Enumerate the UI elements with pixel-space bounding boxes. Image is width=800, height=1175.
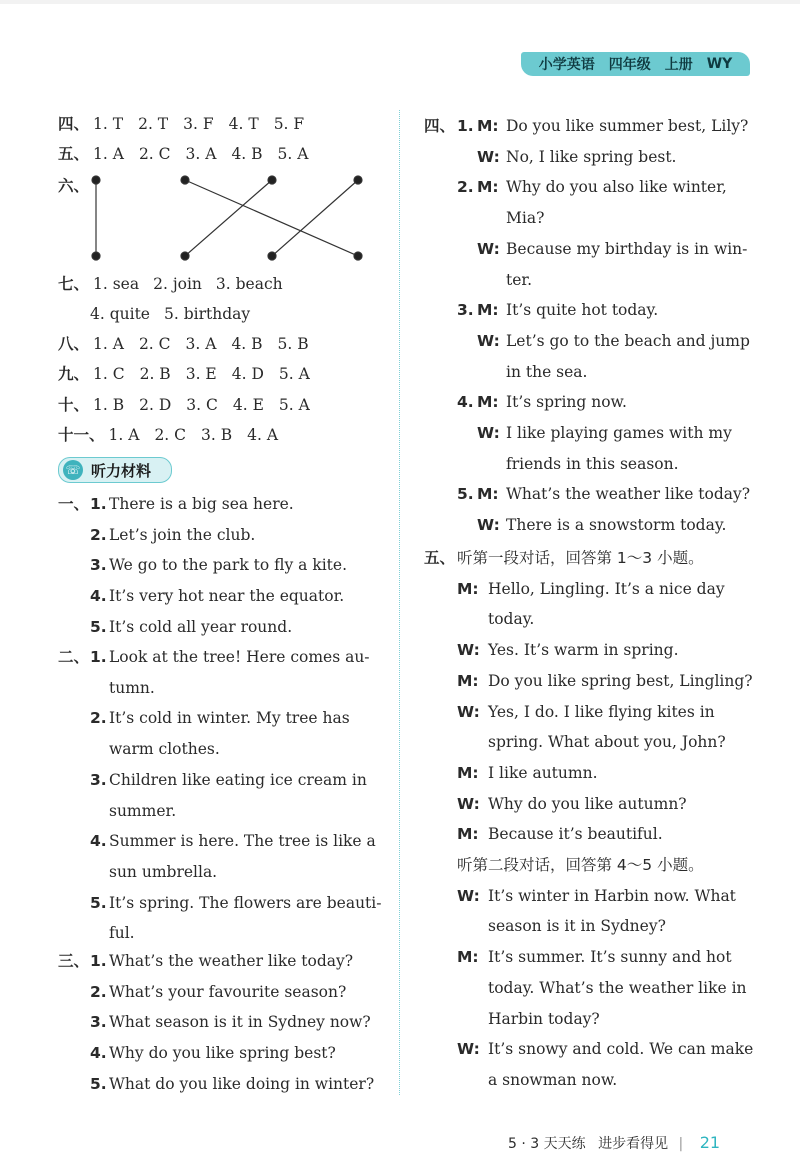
answer-item: 3. A (185, 335, 217, 353)
section-label: 二、 (58, 648, 90, 666)
speaker: M: (457, 825, 479, 844)
dialog-text: Because it’s beautiful. (488, 825, 663, 844)
speaker: W: (477, 147, 500, 166)
page-number: 21 (699, 1133, 721, 1152)
answer-item: 2. C (154, 426, 187, 444)
match-dot (268, 176, 276, 184)
item-number: 3. (90, 556, 107, 575)
speaker: M: (477, 485, 499, 504)
match-line-3 (185, 180, 272, 256)
answer-row (58, 334, 324, 354)
instruction: 听第一段对话，回答第 1～3 小题。 (457, 549, 704, 567)
dialog-text: It’s winter in Harbin now. What (488, 886, 736, 905)
item-text: There is a big sea here. (109, 495, 294, 513)
answer-item: 5. A (277, 145, 309, 163)
dialog-text: a snowman now. (488, 1070, 618, 1089)
item-text: What season is it in Sydney now? (109, 1013, 371, 1032)
speaker: W: (457, 1040, 480, 1059)
item-number: 4. (90, 1044, 107, 1063)
item-text-cont: summer. (109, 801, 177, 820)
speaker: M: (477, 178, 499, 197)
answer-item: 4. B (231, 145, 263, 163)
answer-item: 2. D (139, 396, 172, 414)
speaker: M: (477, 393, 499, 412)
speaker: W: (477, 331, 500, 350)
answer-row (58, 425, 293, 445)
item-number: 5. (90, 893, 107, 912)
item-number: 2. (90, 525, 107, 544)
answer-item: 2. join (153, 275, 202, 293)
dialog-text: Hello, Lingling. It’s a nice day (488, 579, 725, 598)
item-text-cont: tumn. (109, 678, 155, 697)
dialog-text: Why do you like autumn? (488, 794, 687, 813)
speaker: W: (457, 702, 480, 721)
answer-item: 1. T (93, 115, 124, 133)
answer-item: 5. A (278, 365, 310, 383)
dialog-text: season is it in Sydney? (488, 917, 666, 936)
section-label: 五、 (58, 145, 90, 163)
section-label: 八、 (58, 335, 90, 353)
dialog-text: There is a snowstorm today. (506, 516, 727, 535)
answer-item: 2. C (138, 145, 171, 163)
answer-item: 4. A (247, 426, 279, 444)
answer-item: 4. B (231, 335, 263, 353)
item-text: It’s very hot near the equator. (109, 587, 345, 606)
dialog-text: Do you like summer best, Lily? (506, 117, 749, 135)
speaker: M: (457, 763, 479, 782)
subject-label: 小学英语 (538, 57, 595, 73)
item-number: 3. (457, 301, 474, 320)
answer-item: 3. C (186, 396, 218, 414)
dialog-text: What’s the weather like today? (506, 485, 751, 504)
answer-item: 3. A (185, 145, 217, 163)
item-text: It’s cold in winter. My tree has (109, 709, 350, 728)
dialog-text: ter. (506, 270, 533, 289)
item-text: What do you like doing in winter? (109, 1074, 375, 1093)
dialog-text: in the sea. (506, 362, 588, 381)
item-number: 5. (90, 617, 107, 636)
dialog-text: I like autumn. (488, 763, 598, 782)
match-dot (181, 252, 189, 260)
speaker: W: (477, 424, 500, 442)
footer-slogan: 进步看得见 (598, 1136, 669, 1152)
item-number: 1. (90, 495, 107, 513)
volume-label: 上册 (664, 57, 693, 73)
dialog-text: I like playing games with my (506, 424, 732, 442)
match-dot (268, 252, 276, 260)
answer-item: 1. A (93, 335, 124, 353)
item-text: Why do you like spring best? (109, 1044, 336, 1063)
item-number: 2. (90, 982, 107, 1001)
answer-item: 3. E (185, 365, 217, 383)
dialog-text: today. What’s the weather like in (488, 978, 747, 997)
match-dot (354, 176, 362, 184)
answer-item: 2. B (139, 365, 171, 383)
answer-item: 5. F (273, 115, 305, 133)
answer-item: 3. beach (215, 275, 283, 293)
section-label: 十一、 (58, 426, 105, 444)
dialog-text: spring. What about you, John? (488, 733, 726, 752)
answer-item: 2. T (138, 115, 169, 133)
matching-diagram (0, 0, 400, 280)
item-text-cont: ful. (109, 924, 135, 943)
speaker: W: (457, 794, 480, 813)
dialog-text: Do you like spring best, Lingling? (488, 671, 753, 690)
listening-material-badge (58, 457, 172, 483)
answer-item: 3. F (183, 115, 214, 133)
answer-row (90, 304, 264, 324)
answer-item: 1. A (108, 426, 140, 444)
section-label: 一、 (58, 495, 90, 513)
speaker: W: (457, 641, 480, 660)
item-number: 4. (457, 393, 474, 412)
speaker: M: (457, 579, 479, 598)
item-text: Children like eating ice cream in (109, 770, 367, 789)
speaker: W: (477, 516, 500, 535)
grade-label: 四年级 (608, 57, 651, 73)
speaker: M: (457, 671, 479, 690)
dialog-text: Let’s go to the beach and jump (506, 331, 750, 350)
item-text: It’s cold all year round. (109, 617, 293, 636)
answer-item: 4. quite (90, 305, 150, 323)
match-dot (92, 176, 100, 184)
dialog-text: It’s spring now. (506, 393, 627, 412)
item-text: What’s the weather like today? (109, 952, 354, 970)
instruction: 听第二段对话，回答第 4～5 小题。 (457, 856, 704, 874)
item-number: 3. (90, 1013, 107, 1032)
item-number: 1. (90, 648, 107, 666)
item-text: Summer is here. The tree is like a (109, 832, 376, 851)
item-text-cont: sun umbrella. (109, 862, 218, 881)
item-number: 5. (90, 1074, 107, 1093)
section-label: 九、 (58, 365, 90, 383)
dialog-text: Mia? (506, 209, 545, 228)
answer-item: 5. birthday (163, 305, 251, 323)
edition-label: WY (706, 56, 733, 72)
item-number: 2. (90, 709, 107, 728)
section-label: 十、 (58, 396, 90, 414)
item-text-cont: warm clothes. (109, 740, 220, 759)
item-number: 1. (457, 117, 474, 135)
footer-brand: 5 · 3 天天练 (508, 1136, 586, 1152)
answer-item: 1. A (93, 145, 124, 163)
section-label: 六、 (58, 177, 90, 195)
speaker: M: (477, 117, 499, 135)
item-number: 2. (457, 178, 474, 197)
dialog-text: It’s quite hot today. (506, 301, 659, 320)
section-label: 四、 (424, 117, 456, 135)
dialog-text: Yes, I do. I like flying kites in (488, 702, 715, 721)
answer-item: 1. sea (93, 275, 140, 293)
answer-item: 1. B (93, 396, 125, 414)
item-number: 4. (90, 832, 107, 851)
match-dot (92, 252, 100, 260)
listening-title: 听力材料 (91, 461, 152, 480)
answer-item: 3. B (201, 426, 233, 444)
dialog-text: It’s snowy and cold. We can make (488, 1040, 754, 1059)
answer-item: 1. C (93, 365, 125, 383)
item-text: Look at the tree! Here comes au- (109, 648, 370, 666)
match-dot (181, 176, 189, 184)
item-text: What’s your favourite season? (109, 982, 347, 1001)
match-line-2 (185, 180, 358, 256)
match-line-4 (272, 180, 358, 256)
match-dot (354, 252, 362, 260)
section-label: 四、 (58, 115, 90, 133)
answer-item: 2. C (138, 335, 171, 353)
dialog-text: Yes. It’s warm in spring. (488, 641, 679, 660)
dialog-text: today. (488, 610, 535, 629)
item-number: 5. (457, 485, 474, 504)
answer-row (58, 395, 325, 415)
dialog-text: It’s summer. It’s sunny and hot (488, 948, 732, 967)
item-text: We go to the park to fly a kite. (109, 556, 347, 575)
header-tag (521, 52, 750, 76)
answer-row (58, 364, 325, 384)
section-label: 三、 (58, 952, 90, 970)
dialog-text: friends in this season. (506, 454, 679, 473)
footer-separator: | (678, 1136, 684, 1152)
speaker: W: (457, 886, 480, 905)
section-label: 五、 (424, 549, 456, 567)
answer-item: 4. T (228, 115, 259, 133)
answer-item: 5. B (277, 335, 309, 353)
answer-item: 5. A (278, 396, 310, 414)
item-number: 3. (90, 770, 107, 789)
speaker: M: (477, 301, 499, 320)
item-number: 4. (90, 587, 107, 606)
dialog-text: No, I like spring best. (506, 147, 677, 166)
item-text: It’s spring. The flowers are beauti- (109, 893, 382, 912)
speaker: M: (457, 948, 479, 967)
speaker: W: (477, 239, 500, 258)
answer-item: 4. D (231, 365, 264, 383)
item-number: 1. (90, 952, 107, 970)
section-label: 七、 (58, 275, 90, 293)
dialog-text: Harbin today? (488, 1009, 600, 1028)
dialog-text: Because my birthday is in win- (506, 239, 748, 258)
item-text: Let’s join the club. (109, 525, 256, 544)
answer-item: 4. E (232, 396, 264, 414)
headphones-icon: ☏ (63, 460, 83, 480)
dialog-text: Why do you also like winter, (506, 178, 727, 197)
page-footer (508, 1133, 720, 1153)
